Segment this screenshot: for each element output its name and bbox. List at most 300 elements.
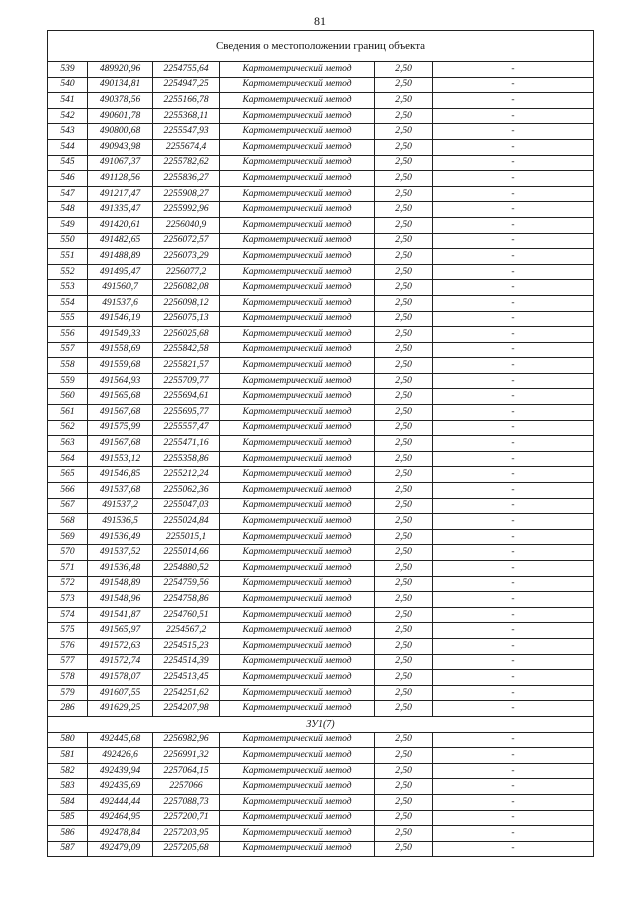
x-coordinate-cell: 491549,33: [88, 327, 153, 343]
y-coordinate-cell: 2256072,57: [153, 233, 220, 249]
x-coordinate-cell: 491607,55: [88, 685, 153, 701]
y-coordinate-cell: 2255842,58: [153, 342, 220, 358]
method-cell: Картометрический метод: [220, 607, 375, 623]
table-row: [48, 249, 594, 265]
point-number-cell: 565: [48, 467, 88, 483]
point-number-cell: 562: [48, 420, 88, 436]
method-cell: Картометрический метод: [220, 779, 375, 795]
y-coordinate-cell: 2255358,86: [153, 451, 220, 467]
method-cell: Картометрический метод: [220, 124, 375, 140]
table-row: [48, 841, 594, 857]
table-row: [48, 295, 594, 311]
accuracy-cell: 2,50: [375, 295, 433, 311]
description-cell: -: [433, 467, 594, 483]
accuracy-cell: 2,50: [375, 139, 433, 155]
accuracy-cell: 2,50: [375, 327, 433, 343]
description-cell: -: [433, 186, 594, 202]
table-row: [48, 592, 594, 608]
y-coordinate-cell: 2254880,52: [153, 561, 220, 577]
accuracy-cell: 2,50: [375, 280, 433, 296]
x-coordinate-cell: 490943,98: [88, 139, 153, 155]
accuracy-cell: 2,50: [375, 373, 433, 389]
accuracy-cell: 2,50: [375, 233, 433, 249]
y-coordinate-cell: 2254755,64: [153, 62, 220, 78]
point-number-cell: 574: [48, 607, 88, 623]
description-cell: -: [433, 124, 594, 140]
x-coordinate-cell: 491546,19: [88, 311, 153, 327]
table-row: [48, 561, 594, 577]
x-coordinate-cell: 491537,68: [88, 483, 153, 499]
method-cell: Картометрический метод: [220, 373, 375, 389]
x-coordinate-cell: 491565,97: [88, 623, 153, 639]
table-row: [48, 171, 594, 187]
point-number-cell: 563: [48, 436, 88, 452]
table-row: [48, 701, 594, 717]
description-cell: -: [433, 483, 594, 499]
y-coordinate-cell: 2254514,39: [153, 654, 220, 670]
y-coordinate-cell: 2255694,61: [153, 389, 220, 405]
point-number-cell: 551: [48, 249, 88, 265]
description-cell: -: [433, 561, 594, 577]
method-cell: Картометрический метод: [220, 217, 375, 233]
x-coordinate-cell: 491572,74: [88, 654, 153, 670]
accuracy-cell: 2,50: [375, 77, 433, 93]
point-number-cell: 578: [48, 670, 88, 686]
method-cell: Картометрический метод: [220, 186, 375, 202]
accuracy-cell: 2,50: [375, 389, 433, 405]
x-coordinate-cell: 491559,68: [88, 358, 153, 374]
description-cell: -: [433, 685, 594, 701]
x-coordinate-cell: 491560,7: [88, 280, 153, 296]
method-cell: Картометрический метод: [220, 841, 375, 857]
x-coordinate-cell: 491335,47: [88, 202, 153, 218]
description-cell: -: [433, 280, 594, 296]
table-row: [48, 545, 594, 561]
y-coordinate-cell: 2257200,71: [153, 810, 220, 826]
table-row: [48, 233, 594, 249]
description-cell: -: [433, 779, 594, 795]
method-cell: Картометрический метод: [220, 685, 375, 701]
y-coordinate-cell: 2257088,73: [153, 794, 220, 810]
section-label: ЗУ1(7): [48, 716, 594, 732]
table-row: [48, 280, 594, 296]
table-row: [48, 810, 594, 826]
point-number-cell: 560: [48, 389, 88, 405]
x-coordinate-cell: 491420,61: [88, 217, 153, 233]
accuracy-cell: 2,50: [375, 841, 433, 857]
accuracy-cell: 2,50: [375, 576, 433, 592]
table-row: [48, 514, 594, 530]
point-number-cell: 549: [48, 217, 88, 233]
description-cell: -: [433, 670, 594, 686]
description-cell: -: [433, 529, 594, 545]
accuracy-cell: 2,50: [375, 108, 433, 124]
point-number-cell: 567: [48, 498, 88, 514]
method-cell: Картометрический метод: [220, 389, 375, 405]
table-row: [48, 748, 594, 764]
accuracy-cell: 2,50: [375, 779, 433, 795]
method-cell: Картометрический метод: [220, 529, 375, 545]
description-cell: -: [433, 233, 594, 249]
y-coordinate-cell: 2256098,12: [153, 295, 220, 311]
y-coordinate-cell: 2256077,2: [153, 264, 220, 280]
x-coordinate-cell: 491536,49: [88, 529, 153, 545]
method-cell: Картометрический метод: [220, 826, 375, 842]
table-row: [48, 436, 594, 452]
y-coordinate-cell: 2256025,68: [153, 327, 220, 343]
table-row: [48, 763, 594, 779]
accuracy-cell: 2,50: [375, 701, 433, 717]
method-cell: Картометрический метод: [220, 794, 375, 810]
y-coordinate-cell: 2255212,24: [153, 467, 220, 483]
description-cell: -: [433, 327, 594, 343]
x-coordinate-cell: 489920,96: [88, 62, 153, 78]
y-coordinate-cell: 2254515,23: [153, 638, 220, 654]
method-cell: Картометрический метод: [220, 155, 375, 171]
table-row: [48, 794, 594, 810]
point-number-cell: 586: [48, 826, 88, 842]
point-number-cell: 539: [48, 62, 88, 78]
description-cell: -: [433, 498, 594, 514]
y-coordinate-cell: 2255047,03: [153, 498, 220, 514]
point-number-cell: 579: [48, 685, 88, 701]
table-row: [48, 670, 594, 686]
y-coordinate-cell: 2255782,62: [153, 155, 220, 171]
boundary-coordinates-table: [47, 30, 594, 857]
method-cell: Картометрический метод: [220, 249, 375, 265]
accuracy-cell: 2,50: [375, 186, 433, 202]
method-cell: Картометрический метод: [220, 93, 375, 109]
point-number-cell: 548: [48, 202, 88, 218]
point-number-cell: 554: [48, 295, 88, 311]
method-cell: Картометрический метод: [220, 638, 375, 654]
description-cell: -: [433, 794, 594, 810]
method-cell: Картометрический метод: [220, 670, 375, 686]
x-coordinate-cell: 491629,25: [88, 701, 153, 717]
accuracy-cell: 2,50: [375, 93, 433, 109]
x-coordinate-cell: 491536,5: [88, 514, 153, 530]
x-coordinate-cell: 491488,89: [88, 249, 153, 265]
method-cell: Картометрический метод: [220, 623, 375, 639]
point-number-cell: 553: [48, 280, 88, 296]
description-cell: -: [433, 311, 594, 327]
point-number-cell: 577: [48, 654, 88, 670]
description-cell: -: [433, 841, 594, 857]
table-row: [48, 420, 594, 436]
accuracy-cell: 2,50: [375, 623, 433, 639]
description-cell: -: [433, 62, 594, 78]
method-cell: Картометрический метод: [220, 483, 375, 499]
x-coordinate-cell: 491128,56: [88, 171, 153, 187]
x-coordinate-cell: 491536,48: [88, 561, 153, 577]
point-number-cell: 557: [48, 342, 88, 358]
method-cell: Картометрический метод: [220, 171, 375, 187]
y-coordinate-cell: 2254567,2: [153, 623, 220, 639]
table-row: [48, 93, 594, 109]
point-number-cell: 543: [48, 124, 88, 140]
method-cell: Картометрический метод: [220, 233, 375, 249]
y-coordinate-cell: 2255557,47: [153, 420, 220, 436]
accuracy-cell: 2,50: [375, 311, 433, 327]
method-cell: Картометрический метод: [220, 280, 375, 296]
table-row: [48, 264, 594, 280]
point-number-cell: 580: [48, 732, 88, 748]
y-coordinate-cell: 2257064,15: [153, 763, 220, 779]
x-coordinate-cell: 491067,37: [88, 155, 153, 171]
y-coordinate-cell: 2254947,25: [153, 77, 220, 93]
accuracy-cell: 2,50: [375, 155, 433, 171]
y-coordinate-cell: 2255908,27: [153, 186, 220, 202]
description-cell: -: [433, 93, 594, 109]
y-coordinate-cell: 2255674,4: [153, 139, 220, 155]
method-cell: Картометрический метод: [220, 576, 375, 592]
method-cell: Картометрический метод: [220, 592, 375, 608]
description-cell: -: [433, 607, 594, 623]
description-cell: -: [433, 826, 594, 842]
accuracy-cell: 2,50: [375, 826, 433, 842]
method-cell: Картометрический метод: [220, 545, 375, 561]
point-number-cell: 550: [48, 233, 88, 249]
description-cell: -: [433, 654, 594, 670]
accuracy-cell: 2,50: [375, 358, 433, 374]
y-coordinate-cell: 2255166,78: [153, 93, 220, 109]
method-cell: Картометрический метод: [220, 436, 375, 452]
accuracy-cell: 2,50: [375, 451, 433, 467]
accuracy-cell: 2,50: [375, 732, 433, 748]
method-cell: Картометрический метод: [220, 763, 375, 779]
description-cell: -: [433, 373, 594, 389]
page-number: 81: [314, 14, 326, 28]
y-coordinate-cell: 2256075,13: [153, 311, 220, 327]
x-coordinate-cell: 491565,68: [88, 389, 153, 405]
x-coordinate-cell: 492435,69: [88, 779, 153, 795]
point-number-cell: 575: [48, 623, 88, 639]
accuracy-cell: 2,50: [375, 467, 433, 483]
point-number-cell: 581: [48, 748, 88, 764]
x-coordinate-cell: 491537,2: [88, 498, 153, 514]
description-cell: -: [433, 576, 594, 592]
table-row: [48, 623, 594, 639]
method-cell: Картометрический метод: [220, 701, 375, 717]
accuracy-cell: 2,50: [375, 607, 433, 623]
point-number-cell: 569: [48, 529, 88, 545]
description-cell: -: [433, 108, 594, 124]
description-cell: -: [433, 139, 594, 155]
method-cell: Картометрический метод: [220, 654, 375, 670]
method-cell: Картометрический метод: [220, 139, 375, 155]
accuracy-cell: 2,50: [375, 124, 433, 140]
method-cell: Картометрический метод: [220, 295, 375, 311]
description-cell: -: [433, 436, 594, 452]
accuracy-cell: 2,50: [375, 654, 433, 670]
point-number-cell: 545: [48, 155, 88, 171]
point-number-cell: 576: [48, 638, 88, 654]
accuracy-cell: 2,50: [375, 249, 433, 265]
point-number-cell: 561: [48, 405, 88, 421]
point-number-cell: 552: [48, 264, 88, 280]
point-number-cell: 556: [48, 327, 88, 343]
method-cell: Картометрический метод: [220, 327, 375, 343]
section-row: [48, 716, 594, 732]
table-row: [48, 826, 594, 842]
method-cell: Картометрический метод: [220, 810, 375, 826]
description-cell: -: [433, 217, 594, 233]
x-coordinate-cell: 491567,68: [88, 405, 153, 421]
accuracy-cell: 2,50: [375, 202, 433, 218]
description-cell: -: [433, 701, 594, 717]
table-row: [48, 139, 594, 155]
description-cell: -: [433, 171, 594, 187]
description-cell: -: [433, 155, 594, 171]
x-coordinate-cell: 492464,95: [88, 810, 153, 826]
y-coordinate-cell: 2255024,84: [153, 514, 220, 530]
description-cell: -: [433, 202, 594, 218]
accuracy-cell: 2,50: [375, 794, 433, 810]
y-coordinate-cell: 2255992,96: [153, 202, 220, 218]
table-title: Сведения о местоположении границ объекта: [48, 31, 594, 62]
description-cell: -: [433, 732, 594, 748]
table-row: [48, 186, 594, 202]
accuracy-cell: 2,50: [375, 264, 433, 280]
point-number-cell: 585: [48, 810, 88, 826]
y-coordinate-cell: 2254759,56: [153, 576, 220, 592]
y-coordinate-cell: 2256073,29: [153, 249, 220, 265]
y-coordinate-cell: 2255471,16: [153, 436, 220, 452]
accuracy-cell: 2,50: [375, 217, 433, 233]
point-number-cell: 546: [48, 171, 88, 187]
accuracy-cell: 2,50: [375, 483, 433, 499]
point-number-cell: 540: [48, 77, 88, 93]
table-row: [48, 202, 594, 218]
point-number-cell: 583: [48, 779, 88, 795]
x-coordinate-cell: 492439,94: [88, 763, 153, 779]
accuracy-cell: 2,50: [375, 810, 433, 826]
point-number-cell: 555: [48, 311, 88, 327]
accuracy-cell: 2,50: [375, 405, 433, 421]
x-coordinate-cell: 490378,56: [88, 93, 153, 109]
accuracy-cell: 2,50: [375, 498, 433, 514]
table-row: [48, 732, 594, 748]
y-coordinate-cell: 2255695,77: [153, 405, 220, 421]
table-row: [48, 529, 594, 545]
table-row: [48, 108, 594, 124]
x-coordinate-cell: 491567,68: [88, 436, 153, 452]
table-row: [48, 405, 594, 421]
x-coordinate-cell: 490800,68: [88, 124, 153, 140]
x-coordinate-cell: 490601,78: [88, 108, 153, 124]
method-cell: Картометрический метод: [220, 514, 375, 530]
description-cell: -: [433, 592, 594, 608]
y-coordinate-cell: 2256991,32: [153, 748, 220, 764]
x-coordinate-cell: 491495,47: [88, 264, 153, 280]
x-coordinate-cell: 491548,89: [88, 576, 153, 592]
method-cell: Картометрический метод: [220, 342, 375, 358]
point-number-cell: 587: [48, 841, 88, 857]
method-cell: Картометрический метод: [220, 748, 375, 764]
description-cell: -: [433, 810, 594, 826]
point-number-cell: 286: [48, 701, 88, 717]
method-cell: Картометрический метод: [220, 264, 375, 280]
table-row: [48, 467, 594, 483]
table-row: [48, 576, 594, 592]
x-coordinate-cell: 492478,84: [88, 826, 153, 842]
x-coordinate-cell: 491537,52: [88, 545, 153, 561]
table-row: [48, 685, 594, 701]
description-cell: -: [433, 748, 594, 764]
point-number-cell: 573: [48, 592, 88, 608]
y-coordinate-cell: 2254251,62: [153, 685, 220, 701]
point-number-cell: 584: [48, 794, 88, 810]
y-coordinate-cell: 2255547,93: [153, 124, 220, 140]
y-coordinate-cell: 2255821,57: [153, 358, 220, 374]
y-coordinate-cell: 2255062,36: [153, 483, 220, 499]
x-coordinate-cell: 492444,44: [88, 794, 153, 810]
accuracy-cell: 2,50: [375, 529, 433, 545]
x-coordinate-cell: 492445,68: [88, 732, 153, 748]
table-row: [48, 373, 594, 389]
method-cell: Картометрический метод: [220, 732, 375, 748]
method-cell: Картометрический метод: [220, 202, 375, 218]
table-row: [48, 77, 594, 93]
table-row: [48, 217, 594, 233]
y-coordinate-cell: 2255836,27: [153, 171, 220, 187]
x-coordinate-cell: 491541,87: [88, 607, 153, 623]
description-cell: -: [433, 342, 594, 358]
description-cell: -: [433, 389, 594, 405]
method-cell: Картометрический метод: [220, 108, 375, 124]
method-cell: Картометрический метод: [220, 451, 375, 467]
accuracy-cell: 2,50: [375, 561, 433, 577]
point-number-cell: 558: [48, 358, 88, 374]
x-coordinate-cell: 490134,81: [88, 77, 153, 93]
x-coordinate-cell: 492426,6: [88, 748, 153, 764]
y-coordinate-cell: 2256082,08: [153, 280, 220, 296]
x-coordinate-cell: 491546,85: [88, 467, 153, 483]
method-cell: Картометрический метод: [220, 62, 375, 78]
y-coordinate-cell: 2254207,98: [153, 701, 220, 717]
description-cell: -: [433, 249, 594, 265]
table-row: [48, 638, 594, 654]
description-cell: -: [433, 264, 594, 280]
table-row: [48, 498, 594, 514]
table-row: [48, 155, 594, 171]
description-cell: -: [433, 763, 594, 779]
table-row: [48, 654, 594, 670]
y-coordinate-cell: 2256982,96: [153, 732, 220, 748]
description-cell: -: [433, 405, 594, 421]
table-title-row: [48, 31, 594, 62]
description-cell: -: [433, 545, 594, 561]
accuracy-cell: 2,50: [375, 638, 433, 654]
table-row: [48, 358, 594, 374]
y-coordinate-cell: 2255015,1: [153, 529, 220, 545]
x-coordinate-cell: 491564,93: [88, 373, 153, 389]
accuracy-cell: 2,50: [375, 685, 433, 701]
accuracy-cell: 2,50: [375, 592, 433, 608]
y-coordinate-cell: 2255014,66: [153, 545, 220, 561]
method-cell: Картометрический метод: [220, 467, 375, 483]
y-coordinate-cell: 2257203,95: [153, 826, 220, 842]
method-cell: Картометрический метод: [220, 420, 375, 436]
point-number-cell: 542: [48, 108, 88, 124]
y-coordinate-cell: 2257066: [153, 779, 220, 795]
description-cell: -: [433, 638, 594, 654]
point-number-cell: 564: [48, 451, 88, 467]
x-coordinate-cell: 491578,07: [88, 670, 153, 686]
x-coordinate-cell: 491553,12: [88, 451, 153, 467]
x-coordinate-cell: 492479,09: [88, 841, 153, 857]
accuracy-cell: 2,50: [375, 748, 433, 764]
